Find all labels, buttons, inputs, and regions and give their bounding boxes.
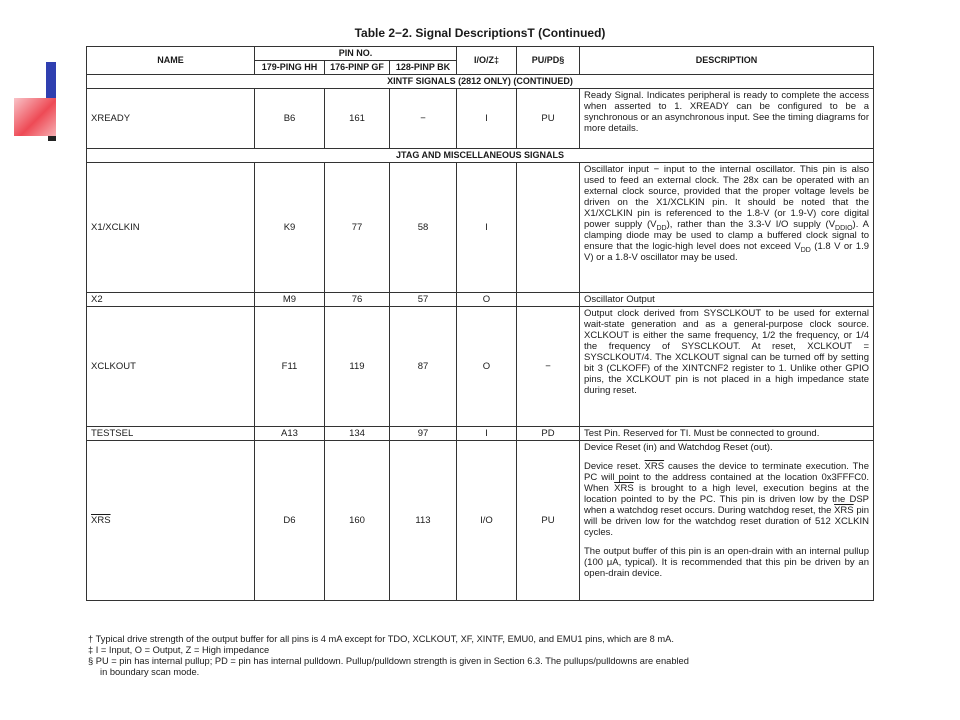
desc-sub: DD [656,224,667,232]
header-name: NAME [87,47,255,75]
cell-description: Test Pin. Reserved for TI. Must be connected to ground. [580,427,874,441]
slide-accent-dot [48,136,56,141]
footnote-dagger: † Typical drive strength of the output buffer for all pins is 4 mA except for TDO, XCLKOUT, XF, XINTF, EMU0, and EMU1 pins, which are 8 mA. [88,634,674,644]
cell-pin-179: M9 [255,293,325,307]
cell-pin-128: 113 [390,441,457,601]
desc-sub: DDIO [835,224,853,232]
cell-description: Oscillator Output [580,293,874,307]
header-pkg-128: 128-PINP BK [390,61,457,75]
cell-pin-179: D6 [255,441,325,601]
cell-name: TESTSEL [87,427,255,441]
header-ioz: I/O/Z‡ [457,47,517,75]
cell-pin-128: − [390,89,457,149]
footnote-section: § PU = pin has internal pullup; PD = pin has internal pulldown. Pullup/pulldown strength is given in Section 6.3. The pullups/pulldowns are enabled [88,656,689,666]
cell-pupd: PU [517,441,580,601]
footnote-double-dagger: ‡ I = Input, O = Output, Z = High impedance [88,645,270,655]
header-pkg-176: 176-PINP GF [325,61,390,75]
footnote-section-cont: in boundary scan mode. [100,667,200,677]
header-pkg-179: 179-PING HH [255,61,325,75]
cell-pin-176: 77 [325,163,390,293]
cell-io: I [457,89,517,149]
cell-name: XREADY [87,89,255,149]
cell-pin-176: 134 [325,427,390,441]
cell-pin-176: 119 [325,307,390,427]
desc-sub: DD [800,246,811,254]
desc-xrs: $\overline{XRS}$ [644,461,665,472]
cell-name: X1/XCLKIN [87,163,255,293]
desc-paragraph: Device Reset (in) and Watchdog Reset (out). [584,442,773,453]
desc-text: (1.8 V or 1.9 V) or a 1.8-V oscillator may be used. [584,241,869,263]
table-row-xclkout [87,307,874,427]
cell-pupd: PD [517,427,580,441]
desc-text: pin will be driven low for the watchdog reset duration of 512 XCLKIN cycles. [584,505,869,538]
desc-xrs: $\overline{XRS}$ [834,505,854,516]
cell-io: I/O [457,441,517,601]
cell-description: Output clock derived from SYSCLKOUT to be used for external wait-state generation and as a general-purpose clock source. XCLKOUT is either the same frequency, 1/2 the frequency, or 1/4 the frequency of SYSCLKOUT. At reset, XCLKOUT = SYSCLKOUT/4. The XCLKOUT signal can be turned off by setting bit 3 (CLKOFF) of the XINTCNF2 register to 1. Unlike other GPIO pins, the XCLKOUT pin is not placed in a high impedance state during reset. [580,307,874,427]
cell-name-text: $\overline{XRS}$ [91,515,111,526]
table-row-x1-xclkin [87,163,874,293]
cell-pin-179: F11 [255,307,325,427]
section-jtag: JTAG AND MISCELLANEOUS SIGNALS [87,149,874,163]
cell-pin-176: 161 [325,89,390,149]
desc-text: Device reset. [584,461,645,472]
header-pupd: PU/PD§ [517,47,580,75]
desc-paragraph [584,461,869,538]
section-xintf: XINTF SIGNALS (2812 ONLY) (CONTINUED) [87,75,874,89]
cell-pin-176: 76 [325,293,390,307]
desc-paragraph: The output buffer of this pin is an open-drain with an internal pullup (100 μA, typical). It is recommended that this pin be driven by an open-drain device. [584,546,869,579]
table-row-testsel [87,427,874,441]
cell-pupd: PU [517,89,580,149]
cell-pin-128: 87 [390,307,457,427]
cell-pin-179: B6 [255,89,325,149]
cell-io: O [457,293,517,307]
cell-pin-179: A13 [255,427,325,441]
cell-description [580,441,874,601]
desc-xrs: $\overline{XRS}$ [614,483,634,494]
cell-pin-128: 58 [390,163,457,293]
section-row-jtag [87,149,874,163]
cell-io: I [457,427,517,441]
table-row-xrs [87,441,874,601]
cell-io: O [457,307,517,427]
table-row-x2 [87,293,874,307]
cell-pin-176: 160 [325,441,390,601]
cell-pin-179: K9 [255,163,325,293]
cell-name: X2 [87,293,255,307]
cell-description [580,163,874,293]
cell-io: I [457,163,517,293]
cell-pupd: − [517,307,580,427]
desc-text: causes the device to terminate execution. The PC will point to the address contained at the location 0x3FFFC0. When [584,461,869,494]
signal-descriptions-table [86,46,874,601]
desc-text: ), rather than the 3.3-V I/O supply (V [666,219,836,230]
slide-accent-gradient [14,98,56,136]
header-row [87,47,874,61]
desc-text: ). A clamping diode may be used to clamp a buffered clock signal to ensure that the logic-high level does not exceed V [584,219,869,252]
cell-description: Ready Signal. Indicates peripheral is ready to complete the access when asserted to 1. XREADY can be configured to be a synchronous or an asynchronous input. See the timing diagrams for more details. [580,89,874,149]
cell-name: XCLKOUT [87,307,255,427]
header-pin-no: PIN NO. [255,47,457,61]
footnotes [88,634,878,678]
cell-pin-128: 57 [390,293,457,307]
cell-pupd [517,163,580,293]
header-description: DESCRIPTION [580,47,874,75]
table-row-xready [87,89,874,149]
desc-text: is brought to a high level, execution begins at the location pointed to by the PC. This pin is driven low by the DSP when a watchdog reset occurs. During watchdog reset, the [584,483,869,516]
desc-text: Oscillator input − input to the internal oscillator. This pin is also used to feed an external clock. The 28x can be operated with an external clock source, provided that the proper voltage levels be driven on the X1/XCLKIN pin. It should be noted that the X1/XCLKIN pin is referenced to the 1.8-V (or 1.9-V) core digital power supply (V [584,164,869,230]
cell-name [87,441,255,601]
cell-pupd [517,293,580,307]
table-title: Table 2−2. Signal DescriptionsT (Continued) [354,26,606,40]
cell-pin-128: 97 [390,427,457,441]
section-row-xintf [87,75,874,89]
